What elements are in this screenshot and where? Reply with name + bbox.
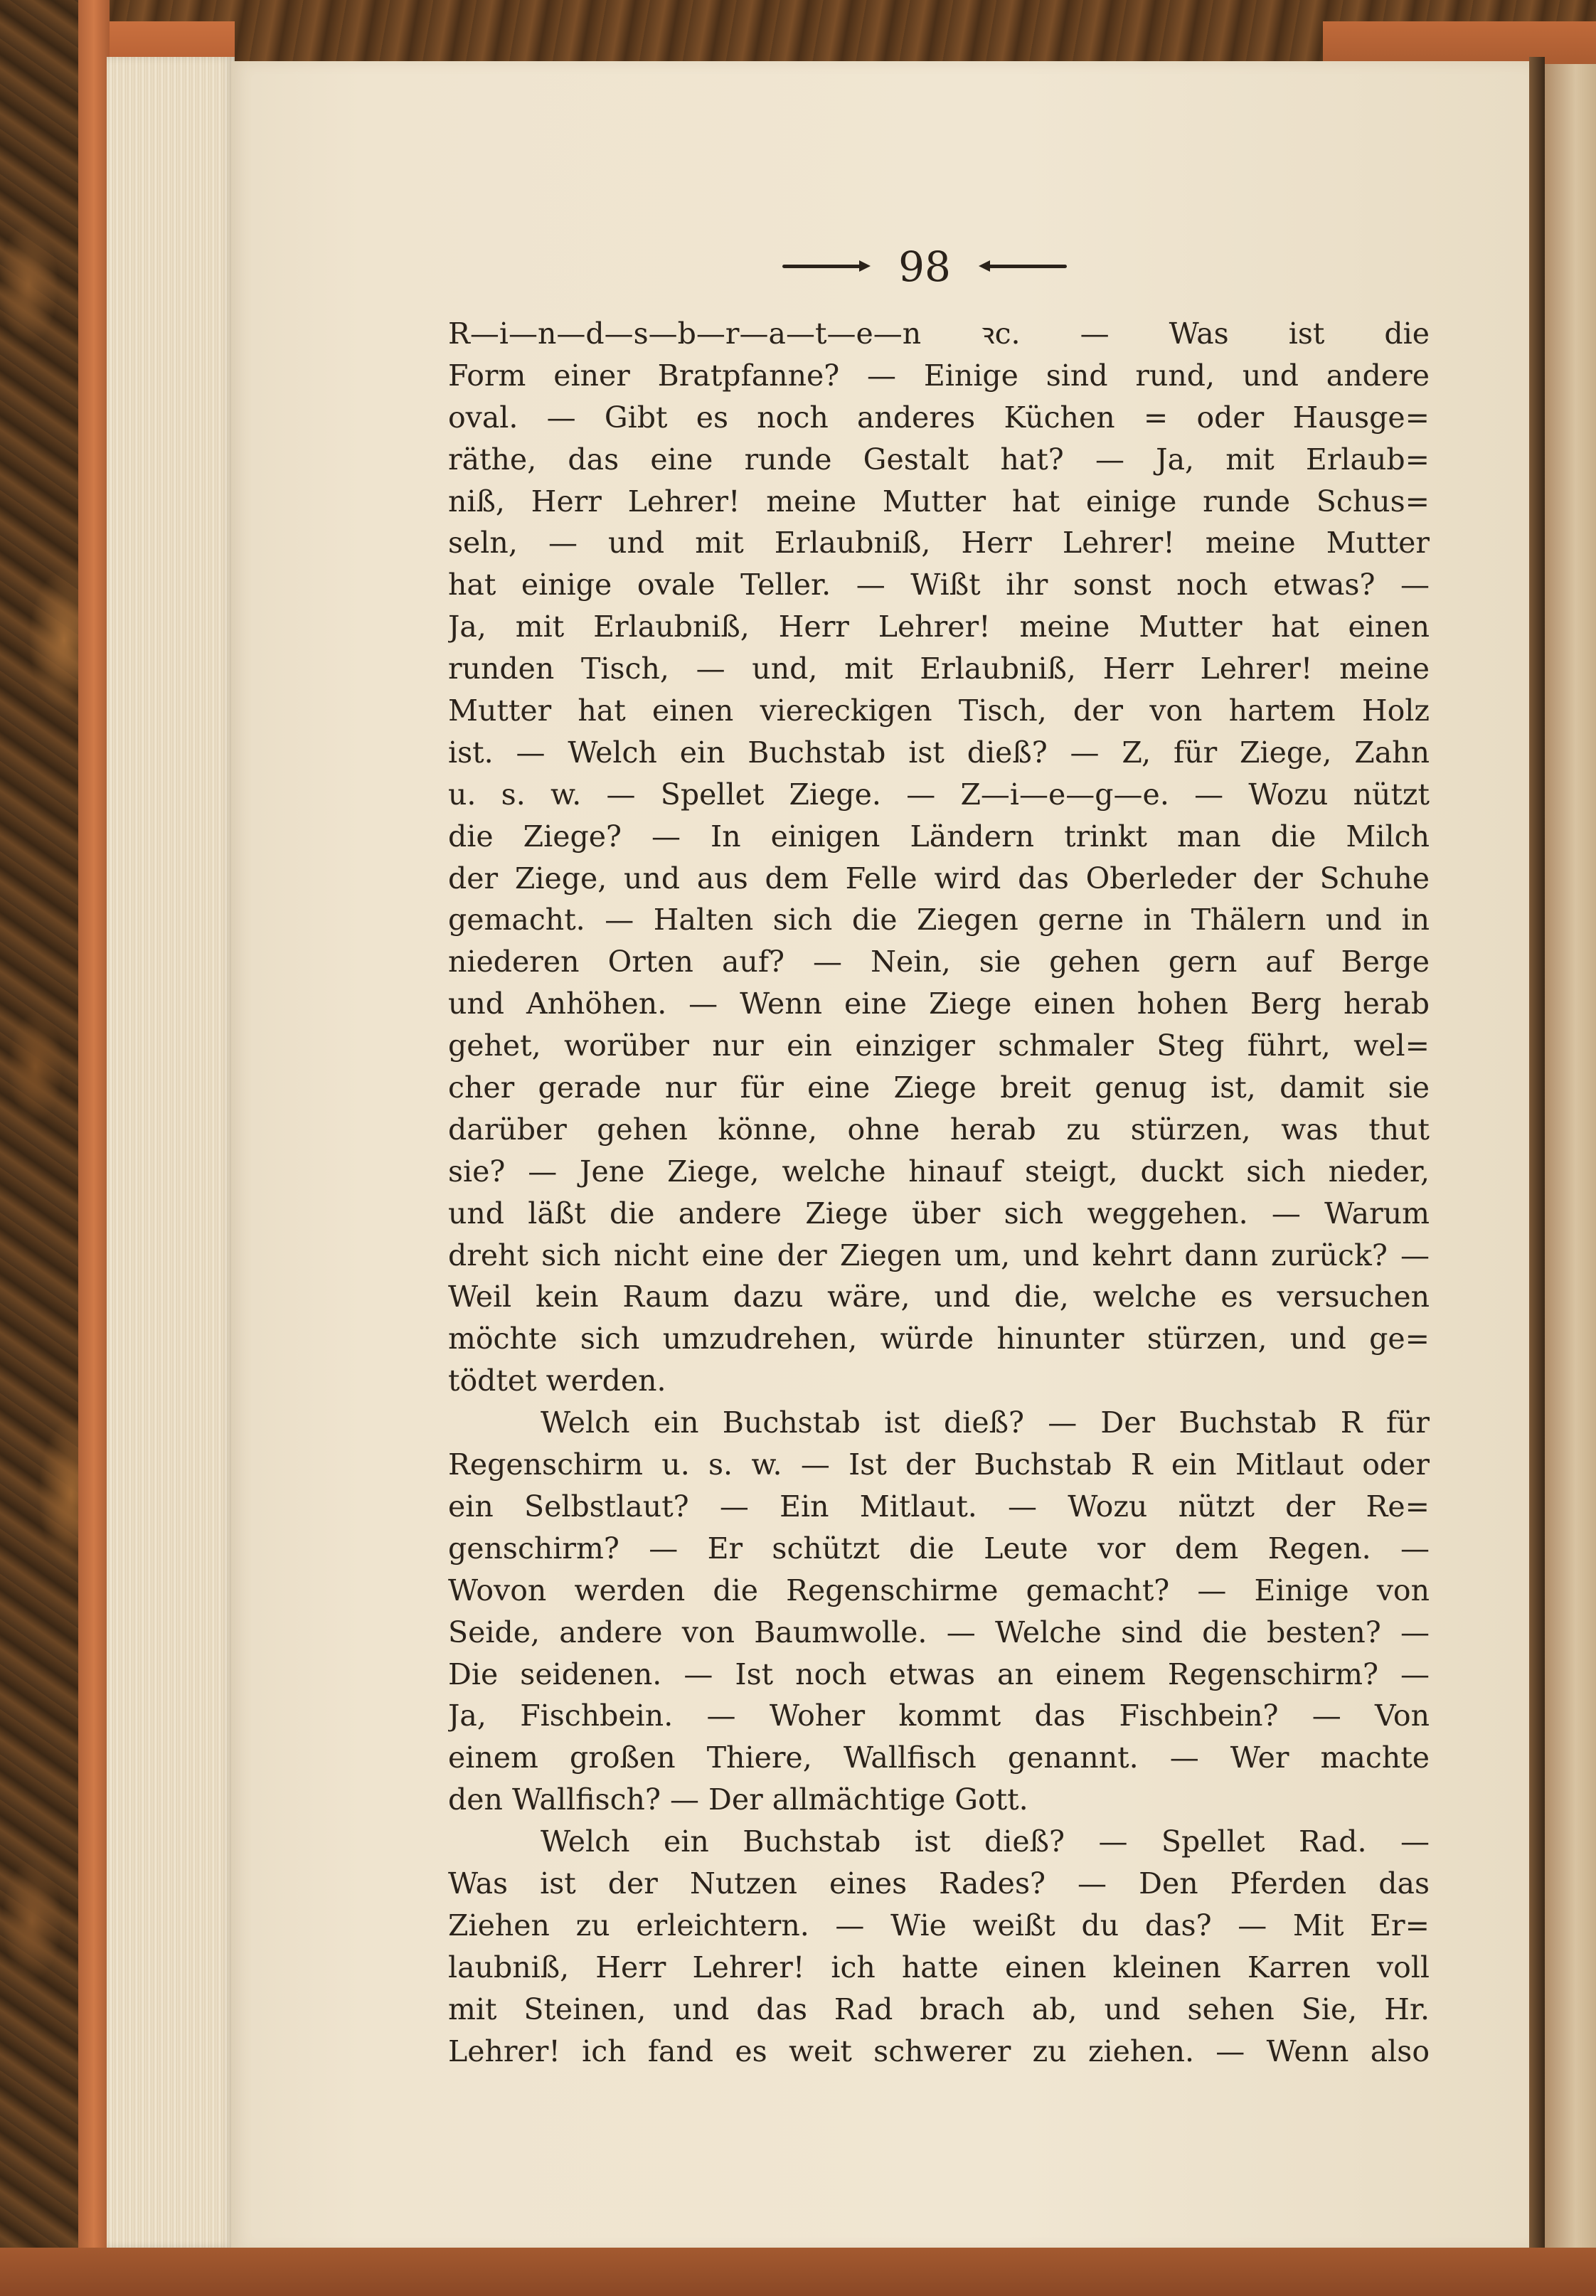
text-line: einem großen Thiere, Wallfisch genannt. — Wer machte — [448, 1740, 1430, 1775]
text-line: Form einer Bratpfanne? — Einige sind rund, und andere — [448, 358, 1430, 393]
facing-page-edge — [1545, 64, 1596, 2255]
text-line: und Anhöhen. — Wenn eine Ziege einen hohen Berg herab — [448, 987, 1430, 1021]
text-line: darüber gehen könne, ohne herab zu stürzen, was thut — [448, 1112, 1430, 1147]
text-line: dreht sich nicht eine der Ziegen um, und kehrt dann zurück? — — [448, 1238, 1430, 1272]
text-line: Lehrer! ich fand es weit schwerer zu ziehen. — Wenn also — [448, 2034, 1430, 2068]
text-line: möchte sich umzudrehen, würde hinunter stürzen, und ge= — [448, 1322, 1430, 1356]
text-line: runden Tisch, — und, mit Erlaubniß, Herr Lehrer! meine — [448, 652, 1430, 686]
text-line: den Wallfisch? — Der allmächtige Gott. — [448, 1782, 1028, 1817]
text-line: u. s. w. — Spellet Ziege. — Z—i—e—g—e. — Wozu nützt — [448, 777, 1430, 812]
text-line: cher gerade nur für eine Ziege breit genug ist, damit sie — [448, 1070, 1430, 1105]
text-line: Ziehen zu erleichtern. — Wie weißt du das? — Mit Er= — [448, 1908, 1430, 1942]
text-line: laubniß, Herr Lehrer! ich hatte einen kleinen Karren voll — [448, 1950, 1430, 1984]
text-line: die Ziege? — In einigen Ländern trinkt man die Milch — [448, 819, 1430, 854]
text-line: Die seidenen. — Ist noch etwas an einem Regenschirm? — — [448, 1657, 1430, 1691]
bottom-binding — [0, 2248, 1596, 2296]
text-line: Regenschirm u. s. w. — Ist der Buchstab R ein Mitlaut oder — [448, 1447, 1430, 1482]
text-line: seln, — und mit Erlaubniß, Herr Lehrer! meine Mutter — [448, 526, 1430, 560]
text-line: tödtet werden. — [448, 1364, 666, 1398]
text-line: Ja, Fischbein. — Woher kommt das Fischbein? — Von — [448, 1699, 1430, 1733]
text-line: Mutter hat einen viereckigen Tisch, der von hartem Holz — [448, 693, 1430, 728]
page-stack-edge — [107, 57, 235, 2248]
text-line: R—i—n—d—s—b—r—a—t—e—n ꝛc. — Was ist die — [448, 317, 1430, 351]
page-header — [782, 235, 1067, 299]
cover-leather-edge — [78, 0, 110, 2296]
text-line: räthe, das eine runde Gestalt hat? — Ja, mit Erlaub= — [448, 442, 1430, 477]
text-line: mit Steinen, und das Rad brach ab, und sehen Sie, Hr. — [448, 1992, 1430, 2026]
text-line: ein Selbstlaut? — Ein Mitlaut. — Wozu nützt der Re= — [448, 1489, 1430, 1524]
text-line: Wovon werden die Regenschirme gemacht? — Einige von — [448, 1573, 1430, 1607]
text-line: der Ziege, und aus dem Felle wird das Oberleder der Schuhe — [448, 861, 1430, 895]
header-rule-left — [782, 265, 861, 268]
text-line: sie? — Jene Ziege, welche hinauf steigt, duckt sich nieder, — [448, 1154, 1430, 1189]
text-line: genschirm? — Er schützt die Leute vor dem Regen. — — [448, 1531, 1430, 1566]
text-line: oval. — Gibt es noch anderes Küchen = oder Hausge= — [448, 400, 1430, 435]
text-line: gehet, worüber nur ein einziger schmaler Steg führt, wel= — [448, 1029, 1430, 1063]
text-line: Welch ein Buchstab ist dieß? — Spellet Rad. — — [541, 1824, 1430, 1859]
header-rule-right — [989, 265, 1067, 268]
book-gutter — [1529, 57, 1545, 2255]
body-text — [448, 313, 1430, 2072]
text-line: niederen Orten auf? — Nein, sie gehen gern auf Berge — [448, 945, 1430, 979]
text-line: niß, Herr Lehrer! meine Mutter hat einige runde Schus= — [448, 484, 1430, 519]
text-line: Seide, andere von Baumwolle. — Welche sind die besten? — — [448, 1615, 1430, 1649]
text-line: Welch ein Buchstab ist dieß? — Der Buchstab R für — [541, 1405, 1430, 1440]
text-line: Was ist der Nutzen eines Rades? — Den Pferden das — [448, 1866, 1430, 1901]
text-line: und läßt die andere Ziege über sich weggehen. — Warum — [448, 1196, 1430, 1231]
text-line: Ja, mit Erlaubniß, Herr Lehrer! meine Mutter hat einen — [448, 610, 1430, 644]
text-line: ist. — Welch ein Buchstab ist dieß? — Z, für Ziege, Zahn — [448, 735, 1430, 770]
text-line: Weil kein Raum dazu wäre, und die, welche es versuchen — [448, 1280, 1430, 1314]
page-number: 98 — [898, 243, 951, 291]
text-line: hat einige ovale Teller. — Wißt ihr sonst noch etwas? — — [448, 568, 1430, 602]
text-line: gemacht. — Halten sich die Ziegen gerne in Thälern und in — [448, 903, 1430, 937]
